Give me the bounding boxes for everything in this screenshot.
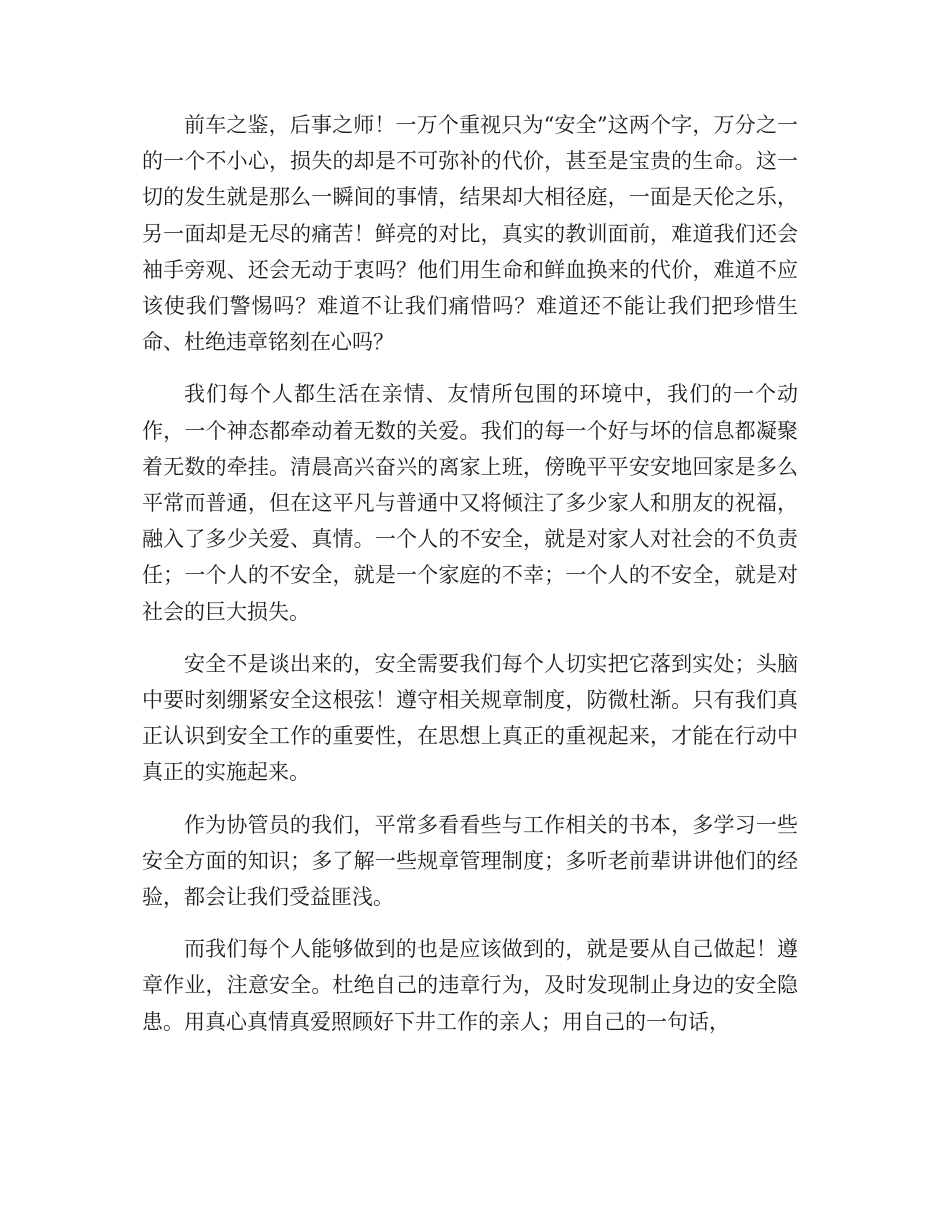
document-body bbox=[142, 107, 798, 1056]
paragraph-1: 前车之鉴，后事之师！一万个重视只为“安全”这两个字，万分之一的一个不小心，损失的却是不可弥补的代价，甚至是宝贵的生命。这一切的发生就是那么一瞬间的事情，结果却大相径庭，一面是天伦之乐，另一面却是无尽的痛苦！鲜亮的对比，真实的教训面前，难道我们还会袖手旁观、还会无动于衷吗？他们用生命和鲜血换来的代价，难道不应该使我们警惕吗？难道不让我们痛惜吗？难道还不能让我们把珍惜生命、杜绝违章铭刻在心吗？ bbox=[142, 113, 798, 355]
paragraph-3: 安全不是谈出来的，安全需要我们每个人切实把它落到实处；头脑中要时刻绷紧安全这根弦！遵守相关规章制度，防微杜渐。只有我们真正认识到安全工作的重要性，在思想上真正的重视起来，才能在行动中真正的实施起来。 bbox=[142, 651, 798, 785]
paragraph-5: 而我们每个人能够做到的也是应该做到的，就是要从自己做起！遵章作业，注意安全。杜绝自己的违章行为，及时发现制止身边的安全隐患。用真心真情真爱照顾好下井工作的亲人；用自己的一句话， bbox=[142, 937, 798, 1034]
paragraph-2: 我们每个人都生活在亲情、友情所包围的环境中，我们的一个动作，一个神态都牵动着无数的关爱。我们的每一个好与坏的信息都凝聚着无数的牵挂。清晨高兴奋兴的离家上班，傍晚平平安安地回家是多么平常而普通，但在这平凡与普通中又将倾注了多少家人和朋友的祝福，融入了多少关爱、真情。一个人的不安全，就是对家人对社会的不负责任；一个人的不安全，就是一个家庭的不幸；一个人的不安全，就是对社会的巨大损失。 bbox=[142, 382, 798, 624]
paragraph-4: 作为协管员的我们，平常多看看些与工作相关的书本，多学习一些安全方面的知识；多了解一些规章管理制度；多听老前辈讲讲他们的经验，都会让我们受益匪浅。 bbox=[142, 812, 798, 910]
